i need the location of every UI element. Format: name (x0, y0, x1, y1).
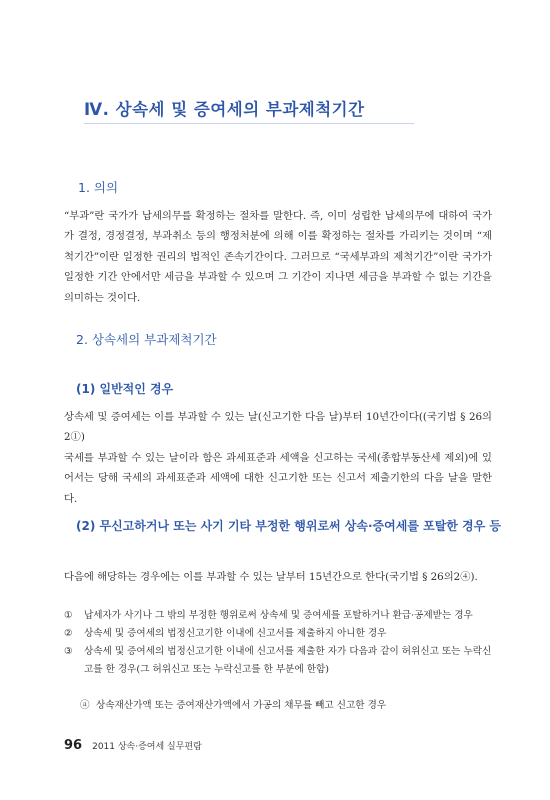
list-marker: ③ (64, 646, 73, 657)
list-item (64, 607, 494, 625)
page-footer (64, 738, 202, 753)
subsection-2-para: 다음에 해당하는 경우에는 이를 부과할 수 있는 날부터 15년간으로 한다(국기법 § 26의2④). (64, 571, 478, 583)
list-item-text: 상속재산가액 또는 증여재산가액에서 가공의 채무를 빼고 신고한 경우 (96, 700, 387, 711)
list-marker: ② (64, 628, 73, 639)
section-1-heading: 1. 의의 (78, 180, 119, 195)
list-item (64, 625, 494, 643)
subsection-1-para-2: 국세를 부과할 수 있는 날이라 함은 과세표준과 세액을 신고하는 국세(종합부동산세 제외)에 있어서는 당해 국세의 과세표준과 세액에 대한 신고기한 또는 신고서 제출기한의 다음 날을 말한다. (64, 452, 492, 505)
subsection-2-heading: (2) 무신고하거나 또는 사기 기타 부정한 행위로써 상속·증여세를 포탈한 경우 등 (76, 519, 502, 533)
condition-sublist (80, 697, 500, 715)
list-item (64, 643, 494, 679)
condition-list (64, 607, 494, 679)
section-2-heading: 2. 상속세의 부과제척기간 (76, 332, 217, 347)
chapter-heading: Ⅳ. 상속세 및 증여세의 부과제척기간 (84, 96, 414, 124)
section-1-body: “부과”란 국가가 납세의무를 확정하는 절차를 말한다. 즉, 이미 성립한 납세의무에 대하여 국가가 결정, 경정결정, 부과취소 등의 행정처분에 의해 이를 확정하는 절차를 가리키는 것이며 “제척기간”이란 일정한 권리의 법적인 존속기간이다. 그러므로 “국세부과의 제척기간”이란 국가가 일정한 기간 안에서만 세금을 부과할 수 있으며 그 기간이 지나면 세금을 부과할 수 없는 기간을 의미하는 것이다. (64, 210, 492, 304)
list-item (80, 697, 500, 715)
list-item-text: 납세자가 사기나 그 밖의 부정한 행위로써 상속세 및 증여세를 포탈하거나 환급·공제받는 경우 (84, 610, 473, 621)
page-number: 96 (64, 738, 83, 753)
list-marker: ① (64, 610, 73, 621)
list-marker: ⓐ (80, 700, 90, 711)
footer-title: 2011 상속·증여세 실무편람 (92, 742, 202, 752)
subsection-1-heading: (1) 일반적인 경우 (76, 382, 174, 396)
list-item-text: 상속세 및 증여세의 법정신고기한 이내에 신고서를 제출하지 아니한 경우 (84, 628, 387, 639)
subsection-1-para-1: 상속세 및 증여세는 이를 부과할 수 있는 날(신고기한 다음 날)부터 10년간이다((국기법 § 26의2①) (64, 411, 492, 444)
list-item-text: 상속세 및 증여세의 법정신고기한 이내에 신고서를 제출한 자가 다음과 같이 허위신고 또는 누락신고를 한 경우(그 허위신고 또는 누락신고를 한 부분에 한함) (84, 646, 492, 675)
